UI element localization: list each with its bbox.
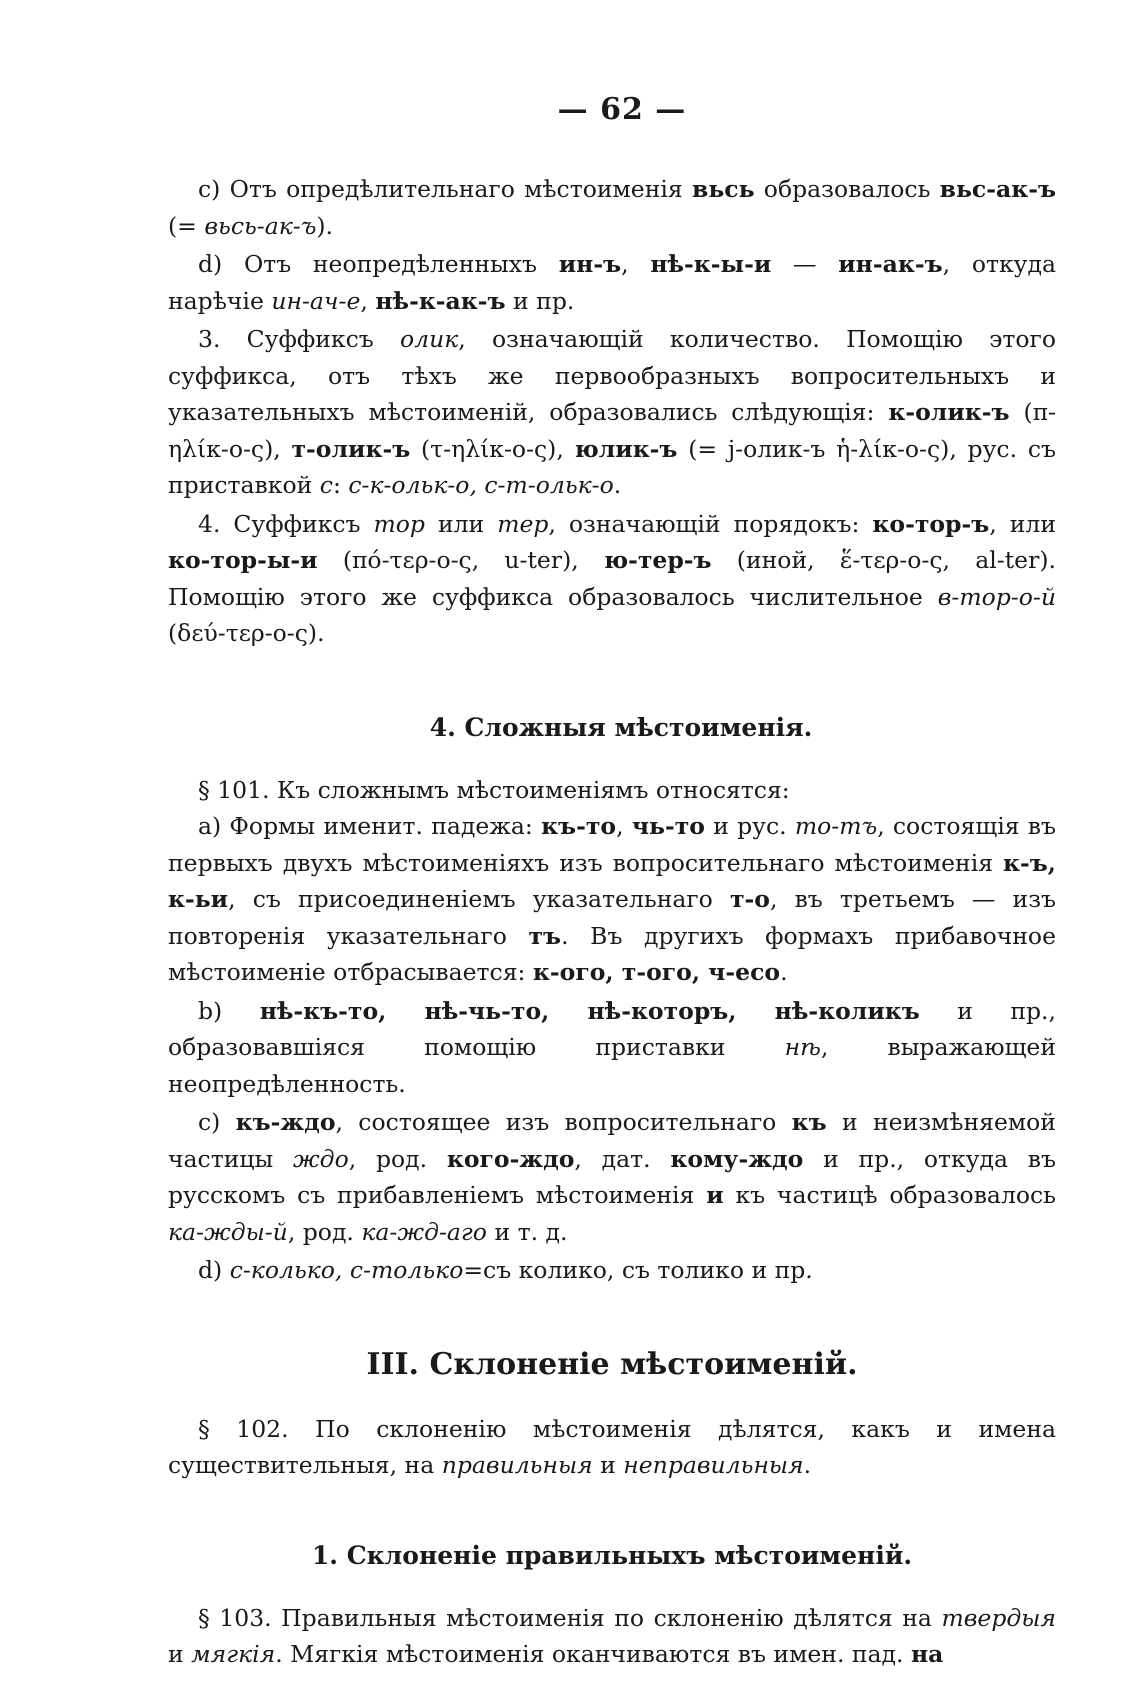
term: кому-ждо (670, 1144, 804, 1173)
term-italic: вьсь-ак-ъ (204, 211, 317, 240)
term: т-олик-ъ (291, 434, 411, 463)
term-italic: ждо (292, 1144, 349, 1173)
term-italic: правильныя (441, 1451, 593, 1479)
term: ин-ъ (558, 250, 622, 278)
term: вьсь (691, 175, 755, 203)
term: кого-ждо (446, 1144, 575, 1173)
term-italic: с-к-ольк-о, с-т-ольк-о (348, 471, 614, 499)
term: к-ъ, к-ьи (168, 848, 1056, 913)
term: к-олик-ъ (888, 398, 1010, 426)
term: чь-то (631, 812, 705, 840)
term-italic: олик (400, 325, 459, 353)
term: юлик-ъ (574, 434, 678, 463)
term: нѣ-к-ы-и (650, 250, 772, 278)
paragraph-101: § 101. Къ сложнымъ мѣстоименіямъ относятся: (198, 775, 790, 804)
term: тъ (528, 921, 562, 950)
term: ю-тер-ъ (603, 546, 712, 574)
page-number: — 62 — (557, 92, 687, 127)
section-heading-regular-declension: 1. Склоненіе правильныхъ мѣстоименій. (311, 1540, 913, 1570)
term: къ (791, 1108, 827, 1136)
term: т-о (729, 885, 770, 913)
term-italic: ка-жд-аго (361, 1217, 487, 1246)
paragraph-d: d) Отъ неопредѣленныхъ ин-ъ, нѣ-к-ы-и — ин-ак-ъ, откуда нарѣчіе ин-ач-е, нѣ-к-ак-ъ и пр. (168, 250, 1056, 315)
term: нѣ-къ-то, нѣ-чь-то, нѣ-которъ, нѣ-коликъ (259, 996, 920, 1025)
term: на (910, 1640, 944, 1668)
term: ин-ак-ъ (838, 250, 943, 278)
paragraph-4: 4. Суффиксъ тор или тер, означающій порядокъ: ко-тор-ъ, или ко-тор-ы-и (πό-τερ-ο-ς, u-ter), ю-тер-ъ (иной, ἕ-τερ-ο-ς, al-ter). Помощію этого же суффикса образовалось числительное в-тор-о-й (δεύ-τερ-ο-ς). (168, 509, 1056, 647)
paragraph-3: 3. Суффиксъ олик, означающій количество. Помощію этого суффикса, отъ тѣхъ же первообразныхъ вопросительныхъ и указательныхъ мѣстоименій, образовались слѣдующія: к-олик-ъ (π-ηλίκ-ο-ς), т-олик-ъ (τ-ηλίκ-ο-ς), юлик-ъ (= j-олик-ъ ἡ-λίκ-ο-ς), рус. съ приставкой с: с-к-ольк-о, с-т-ольк-о. (168, 325, 1056, 499)
term-italic: мягкія (191, 1640, 276, 1668)
item-marker: d) (198, 250, 223, 278)
term: ко-тор-ы-и (168, 546, 318, 574)
term-italic: ка-жды-й (168, 1217, 288, 1246)
item-marker: c) (198, 175, 221, 203)
paragraph-a: а) Формы именит. падежа: къ-то, чь-то и рус. то-тъ, состоящія въ первыхъ двухъ мѣстоименіяхъ изъ вопросительнаго мѣстоименія к-ъ, к-ьи, съ присоединеніемъ указательнаго т-о, въ третьемъ — изъ повторенія указательнаго тъ. Въ другихъ формахъ прибавочное мѣстоименіе отбрасывается: к-ого, т-ого, ч-есо. (168, 812, 1056, 986)
chapter-heading-declension: III. Склоненіе мѣстоименій. (366, 1346, 858, 1382)
term-italic: то-тъ (794, 812, 878, 840)
term: нѣ-к-ак-ъ (375, 286, 506, 315)
term: къ-ждо (235, 1108, 336, 1136)
paragraph-c2: с) къ-ждо, состоящее изъ вопросительнаго къ и неизмѣняемой частицы ждо, род. кого-ждо, дат. кому-ждо и пр., откуда въ русскомъ съ прибавленіемъ мѣстоименія и къ частицѣ образовалось ка-жды-й, род. ка-жд-аго и т. д. (168, 1108, 1056, 1246)
term-italic: с (319, 471, 333, 499)
paragraph-b: b) нѣ-къ-то, нѣ-чь-то, нѣ-которъ, нѣ-коликъ и пр., образовавшіяся помощію приставки нѣ, выражающей неопредѣленность. (168, 996, 1057, 1098)
term: вьс-ак-ъ (939, 175, 1056, 203)
term-italic: неправильныя (623, 1451, 804, 1479)
paragraph-d2: d) с-колько, с-только=съ колико, съ толико и пр. (198, 1256, 813, 1284)
term-italic: в-тор-о-й (937, 582, 1056, 611)
term-italic: тер (497, 509, 549, 538)
term-italic: твердыя (941, 1603, 1056, 1632)
term: къ-то (541, 812, 617, 840)
term-italic: ин-ач-е (271, 286, 361, 315)
paragraph-102: § 102. По склоненію мѣстоименія дѣлятся, какъ и имена существительныя, на правильныя и неправильныя. (168, 1414, 1056, 1479)
paragraph-103: § 103. Правильныя мѣстоименія по склоненію дѣлятся на твердыя и мягкія. Мягкія мѣстоименія оканчиваются въ имен. пад. на (168, 1603, 1056, 1668)
term-italic: с-колько, с-только (229, 1256, 464, 1284)
term-italic: тор (373, 509, 425, 538)
term: ко-тор-ъ (872, 509, 990, 538)
paragraph-c: c) Отъ опредѣлительнаго мѣстоименія вьсь образовалось вьс-ак-ъ (= вьсь-ак-ъ). (168, 175, 1056, 240)
term: и (706, 1181, 724, 1209)
term: к-ого, т-ого, ч-есо (532, 958, 781, 986)
term-italic: нѣ (784, 1033, 821, 1061)
section-heading-compound-pronouns: 4. Сложныя мѣстоименія. (429, 712, 813, 742)
